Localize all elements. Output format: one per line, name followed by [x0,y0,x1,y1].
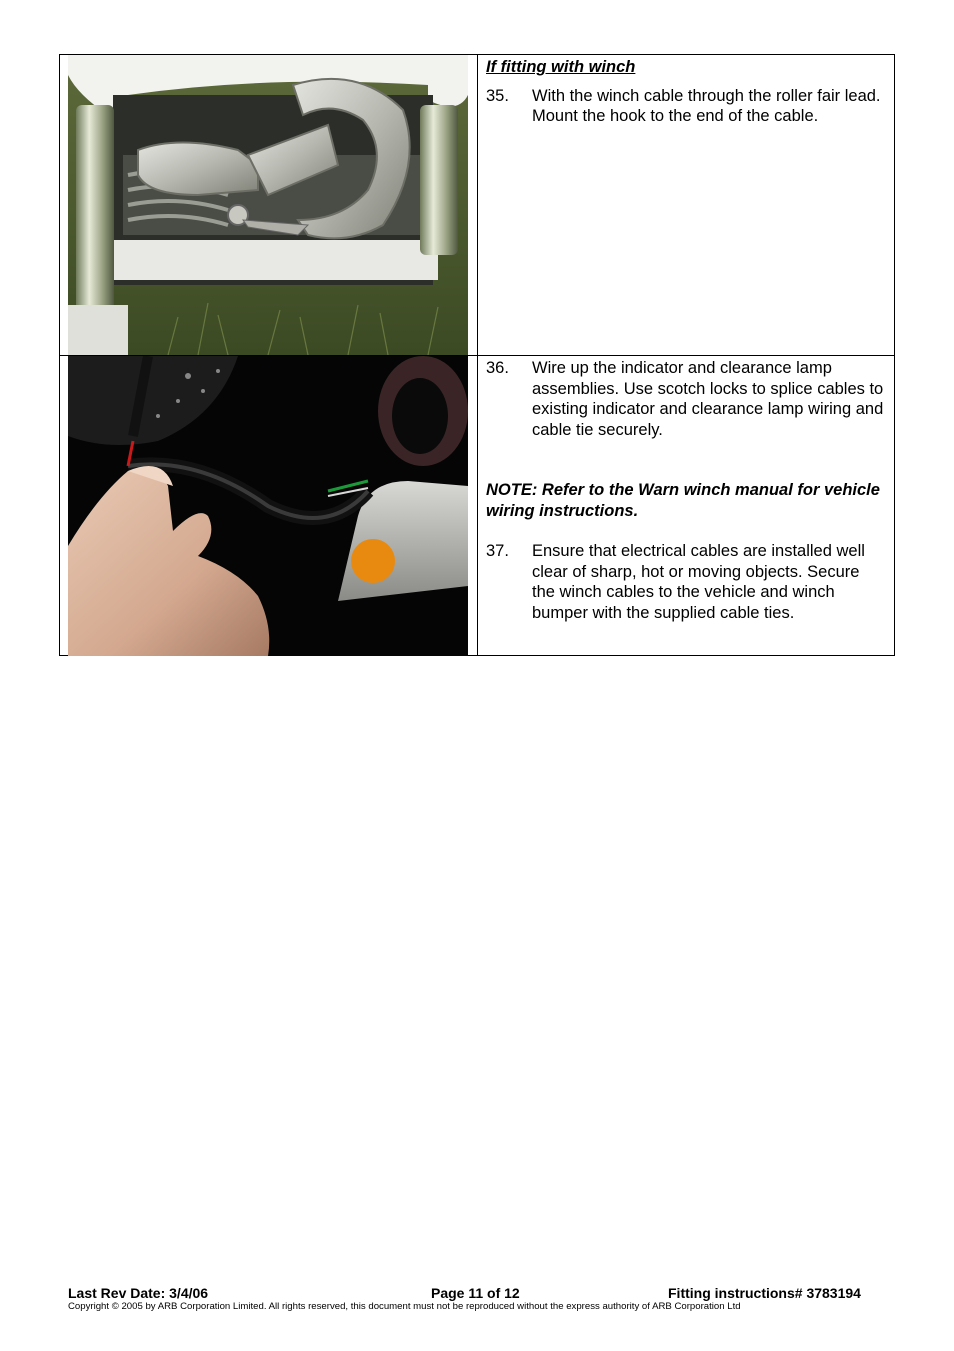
step-text: With the winch cable through the roller fair lead. Mount the hook to the end of the cable. [532,86,881,125]
instruction-text-cell [486,57,886,127]
step-35 [486,86,886,127]
wiring-photo [68,356,468,656]
table-row [60,356,894,655]
page-number: Page 11 of 12 [431,1285,520,1301]
wiring-note: NOTE: Refer to the Warn winch manual for vehicle wiring instructions. [486,481,880,520]
column-divider [477,356,478,655]
instruction-text-cell [486,358,886,623]
step-36 [486,358,886,440]
step-number: 37. [486,542,509,560]
winch-hook-photo [68,55,468,355]
table-row [60,55,894,356]
step-number: 36. [486,359,509,377]
page-footer [68,1285,890,1312]
step-text: Ensure that electrical cables are installed well clear of sharp, hot or moving objects. Secure the winch cables to the vehicle and winch bumper with the supplied cable ties. [532,542,865,622]
step-37 [486,541,886,623]
step-text: Wire up the indicator and clearance lamp assemblies. Use scotch locks to splice cables to existing indicator and clearance lamp wiring and cable tie securely. [532,359,884,439]
column-divider [477,55,478,355]
section-heading: If fitting with winch [486,58,636,76]
footer-info [68,1285,890,1301]
last-rev-date: Last Rev Date: 3/4/06 [68,1285,209,1301]
fitting-instructions-number: Fitting instructions# 3783194 [668,1285,861,1301]
step-number: 35. [486,86,509,105]
copyright-notice: Copyright © 2005 by ARB Corporation Limited. All rights reserved, this document must not be reproduced without the express authority of ARB Corporation Ltd [68,1301,741,1312]
instruction-table [59,54,895,656]
